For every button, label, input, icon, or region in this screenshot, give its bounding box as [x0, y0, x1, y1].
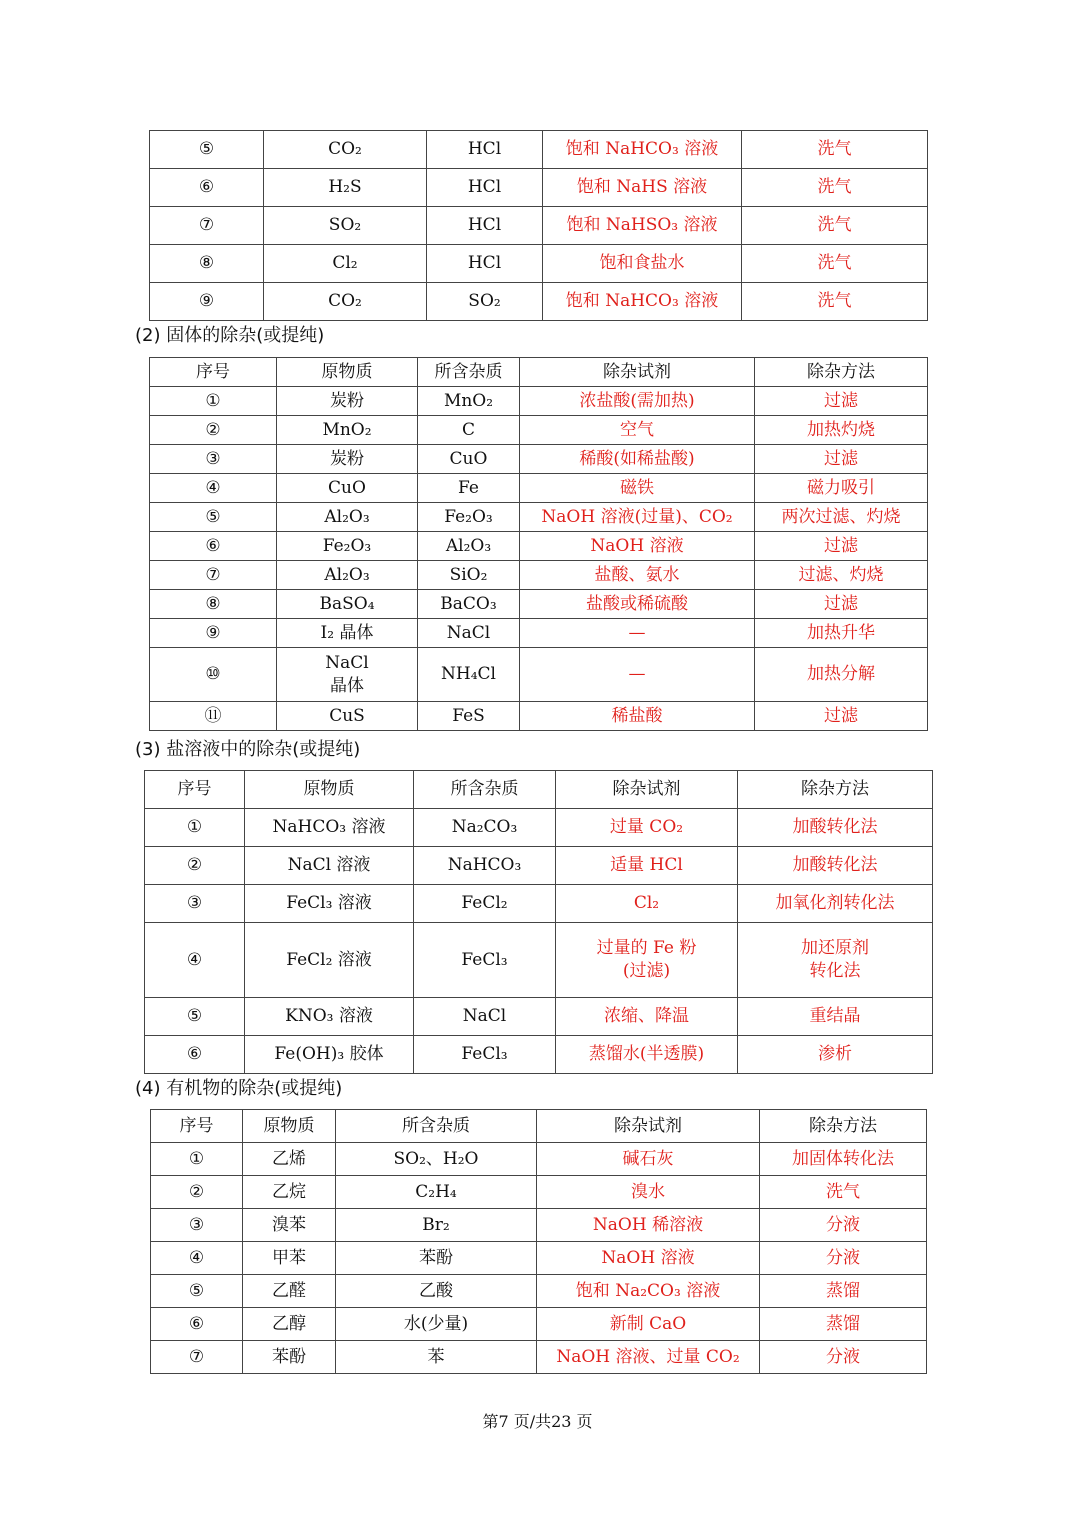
gas-impurity-table	[149, 130, 928, 321]
method: 洗气	[742, 131, 928, 169]
column-header: 所含杂质	[336, 1110, 537, 1143]
row-number: ⑤	[150, 503, 277, 532]
impurity: Fe	[418, 474, 520, 503]
row-number: ⑧	[150, 590, 277, 619]
original-substance: 炭粉	[277, 445, 418, 474]
section-title-solids: (2) 固体的除杂(或提纯)	[135, 325, 325, 346]
row-number: ④	[150, 474, 277, 503]
method: 洗气	[742, 207, 928, 245]
method: 洗气	[742, 245, 928, 283]
table-row	[150, 387, 928, 416]
header-row	[151, 1110, 927, 1143]
table-row	[151, 1176, 927, 1209]
column-header: 序号	[145, 771, 245, 809]
reagent: NaOH 溶液(过量)、CO₂	[520, 503, 755, 532]
column-header: 除杂方法	[760, 1110, 927, 1143]
impurity: NaCl	[418, 619, 520, 648]
method: 蒸馏	[760, 1308, 927, 1341]
reagent	[556, 923, 738, 998]
reagent: —	[520, 619, 755, 648]
section-title-salt-solutions: (3) 盐溶液中的除杂(或提纯)	[135, 739, 361, 760]
impurity: CuO	[418, 445, 520, 474]
reagent: 盐酸、氨水	[520, 561, 755, 590]
row-number: ⑤	[150, 131, 264, 169]
reagent: 浓缩、降温	[556, 998, 738, 1036]
column-header: 除杂试剂	[520, 358, 755, 387]
column-header: 原物质	[243, 1110, 336, 1143]
table-row	[145, 847, 933, 885]
row-number: ⑤	[151, 1275, 243, 1308]
original-substance: KNO₃ 溶液	[245, 998, 414, 1036]
table-row	[150, 619, 928, 648]
reagent: 碱石灰	[537, 1143, 760, 1176]
reagent: NaOH 溶液	[520, 532, 755, 561]
row-number: ②	[145, 847, 245, 885]
row-number: ③	[145, 885, 245, 923]
column-header: 原物质	[277, 358, 418, 387]
row-number: ⑦	[151, 1341, 243, 1374]
method: 分液	[760, 1209, 927, 1242]
salt-solution-impurity-table	[144, 770, 933, 1074]
reagent: 溴水	[537, 1176, 760, 1209]
impurity: HCl	[427, 169, 543, 207]
impurity: Fe₂O₃	[418, 503, 520, 532]
impurity: FeCl₃	[414, 1036, 556, 1074]
original-substance: FeCl₃ 溶液	[245, 885, 414, 923]
column-header: 所含杂质	[414, 771, 556, 809]
row-number: ①	[151, 1143, 243, 1176]
method	[738, 923, 933, 998]
reagent-line2: (过滤)	[622, 961, 671, 981]
original-substance: 溴苯	[243, 1209, 336, 1242]
original-substance: 乙烷	[243, 1176, 336, 1209]
table-row	[145, 885, 933, 923]
row-number: ⑩	[150, 648, 277, 702]
original-substance: BaSO₄	[277, 590, 418, 619]
table-row	[150, 416, 928, 445]
original-substance: NaCl 溶液	[245, 847, 414, 885]
method: 过滤	[755, 532, 928, 561]
reagent: 饱和食盐水	[543, 245, 742, 283]
table-row	[151, 1341, 927, 1374]
column-header: 所含杂质	[418, 358, 520, 387]
reagent-line1: 过量的 Fe 粉	[596, 938, 697, 959]
row-number: ⑤	[145, 998, 245, 1036]
table-row	[145, 809, 933, 847]
reagent: 饱和 Na₂CO₃ 溶液	[537, 1275, 760, 1308]
method: 过滤、灼烧	[755, 561, 928, 590]
table-row	[150, 561, 928, 590]
method: 过滤	[755, 387, 928, 416]
table-row	[151, 1143, 927, 1176]
impurity: SiO₂	[418, 561, 520, 590]
table-row	[145, 1036, 933, 1074]
method: 渗析	[738, 1036, 933, 1074]
reagent: 饱和 NaHSO₃ 溶液	[543, 207, 742, 245]
original-substance-line2: 晶体	[330, 675, 364, 696]
original-substance: I₂ 晶体	[277, 619, 418, 648]
original-substance: 苯酚	[243, 1341, 336, 1374]
reagent: 适量 HCl	[556, 847, 738, 885]
original-substance: CO₂	[264, 131, 427, 169]
reagent: 过量 CO₂	[556, 809, 738, 847]
original-substance-line1: NaCl	[325, 652, 369, 673]
method: 分液	[760, 1242, 927, 1275]
column-header: 原物质	[245, 771, 414, 809]
method: 加热分解	[755, 648, 928, 702]
impurity: NaCl	[414, 998, 556, 1036]
method: 分液	[760, 1341, 927, 1374]
organic-impurity-table	[150, 1109, 927, 1374]
original-substance: Al₂O₃	[277, 561, 418, 590]
row-number: ⑦	[150, 207, 264, 245]
header-row	[145, 771, 933, 809]
impurity: C₂H₄	[336, 1176, 537, 1209]
impurity: FeS	[418, 702, 520, 731]
reagent: NaOH 溶液	[537, 1242, 760, 1275]
reagent: NaOH 稀溶液	[537, 1209, 760, 1242]
table-row	[150, 445, 928, 474]
reagent: 空气	[520, 416, 755, 445]
method: 两次过滤、灼烧	[755, 503, 928, 532]
impurity: NH₄Cl	[418, 648, 520, 702]
reagent: 盐酸或稀硫酸	[520, 590, 755, 619]
row-number: ⑪	[150, 702, 277, 731]
original-substance: Fe₂O₃	[277, 532, 418, 561]
column-header: 除杂方法	[755, 358, 928, 387]
method: 蒸馏	[760, 1275, 927, 1308]
impurity: FeCl₂	[414, 885, 556, 923]
row-number: ①	[150, 387, 277, 416]
table-row	[151, 1308, 927, 1341]
row-number: ⑥	[150, 532, 277, 561]
table-row	[150, 283, 928, 321]
original-substance: CuO	[277, 474, 418, 503]
column-header: 除杂方法	[738, 771, 933, 809]
row-number: ⑦	[150, 561, 277, 590]
original-substance: CO₂	[264, 283, 427, 321]
original-substance: 甲苯	[243, 1242, 336, 1275]
row-number: ①	[145, 809, 245, 847]
impurity: MnO₂	[418, 387, 520, 416]
row-number: ③	[151, 1209, 243, 1242]
impurity: C	[418, 416, 520, 445]
column-header: 除杂试剂	[537, 1110, 760, 1143]
impurity: SO₂	[427, 283, 543, 321]
impurity: Br₂	[336, 1209, 537, 1242]
method: 重结晶	[738, 998, 933, 1036]
column-header: 除杂试剂	[556, 771, 738, 809]
impurity: SO₂、H₂O	[336, 1143, 537, 1176]
table-row	[150, 474, 928, 503]
solid-impurity-table	[149, 357, 928, 731]
impurity: BaCO₃	[418, 590, 520, 619]
column-header: 序号	[150, 358, 277, 387]
table-row	[151, 1275, 927, 1308]
method: 磁力吸引	[755, 474, 928, 503]
impurity: HCl	[427, 245, 543, 283]
reagent: 饱和 NaHS 溶液	[543, 169, 742, 207]
method: 洗气	[760, 1176, 927, 1209]
original-substance: CuS	[277, 702, 418, 731]
row-number: ③	[150, 445, 277, 474]
table-row	[145, 923, 933, 998]
reagent: 浓盐酸(需加热)	[520, 387, 755, 416]
original-substance: 乙烯	[243, 1143, 336, 1176]
original-substance: MnO₂	[277, 416, 418, 445]
table-row	[150, 131, 928, 169]
row-number: ⑥	[151, 1308, 243, 1341]
table-row	[150, 648, 928, 702]
impurity: 乙酸	[336, 1275, 537, 1308]
method-line1: 加还原剂	[801, 938, 869, 959]
row-number: ⑥	[150, 169, 264, 207]
table-row	[150, 169, 928, 207]
table-row	[151, 1242, 927, 1275]
row-number: ⑨	[150, 283, 264, 321]
impurity: HCl	[427, 131, 543, 169]
row-number: ④	[145, 923, 245, 998]
impurity: 苯	[336, 1341, 537, 1374]
table-row	[151, 1209, 927, 1242]
reagent: 饱和 NaHCO₃ 溶液	[543, 283, 742, 321]
method: 加热灼烧	[755, 416, 928, 445]
reagent: 稀酸(如稀盐酸)	[520, 445, 755, 474]
original-substance: SO₂	[264, 207, 427, 245]
original-substance: 乙醛	[243, 1275, 336, 1308]
reagent: 新制 CaO	[537, 1308, 760, 1341]
original-substance	[277, 648, 418, 702]
impurity: Al₂O₃	[418, 532, 520, 561]
original-substance: FeCl₂ 溶液	[245, 923, 414, 998]
method-line2: 转化法	[809, 961, 861, 981]
original-substance: Fe(OH)₃ 胶体	[245, 1036, 414, 1074]
impurity: Na₂CO₃	[414, 809, 556, 847]
method: 洗气	[742, 283, 928, 321]
table-row	[150, 503, 928, 532]
reagent: —	[520, 648, 755, 702]
method: 过滤	[755, 590, 928, 619]
impurity: 水(少量)	[336, 1308, 537, 1341]
reagent: NaOH 溶液、过量 CO₂	[537, 1341, 760, 1374]
table-row	[150, 532, 928, 561]
method: 过滤	[755, 702, 928, 731]
page-footer: 第7 页/共23 页	[482, 1412, 593, 1431]
original-substance: Al₂O₃	[277, 503, 418, 532]
reagent: 饱和 NaHCO₃ 溶液	[543, 131, 742, 169]
method: 加热升华	[755, 619, 928, 648]
method: 加氧化剂转化法	[738, 885, 933, 923]
reagent: 稀盐酸	[520, 702, 755, 731]
table-row	[150, 702, 928, 731]
method: 加固体转化法	[760, 1143, 927, 1176]
method: 加酸转化法	[738, 847, 933, 885]
impurity: 苯酚	[336, 1242, 537, 1275]
reagent: 蒸馏水(半透膜)	[556, 1036, 738, 1074]
section-title-organics: (4) 有机物的除杂(或提纯)	[135, 1078, 343, 1099]
table-row	[150, 207, 928, 245]
row-number: ②	[151, 1176, 243, 1209]
reagent: Cl₂	[556, 885, 738, 923]
impurity: NaHCO₃	[414, 847, 556, 885]
header-row	[150, 358, 928, 387]
original-substance: NaHCO₃ 溶液	[245, 809, 414, 847]
original-substance: 炭粉	[277, 387, 418, 416]
method: 加酸转化法	[738, 809, 933, 847]
table-row	[150, 590, 928, 619]
table-row	[150, 245, 928, 283]
table-row	[145, 998, 933, 1036]
impurity: HCl	[427, 207, 543, 245]
row-number: ④	[151, 1242, 243, 1275]
column-header: 序号	[151, 1110, 243, 1143]
method: 洗气	[742, 169, 928, 207]
reagent: 磁铁	[520, 474, 755, 503]
original-substance: H₂S	[264, 169, 427, 207]
impurity: FeCl₃	[414, 923, 556, 998]
method: 过滤	[755, 445, 928, 474]
original-substance: 乙醇	[243, 1308, 336, 1341]
row-number: ⑨	[150, 619, 277, 648]
row-number: ②	[150, 416, 277, 445]
row-number: ⑧	[150, 245, 264, 283]
row-number: ⑥	[145, 1036, 245, 1074]
original-substance: Cl₂	[264, 245, 427, 283]
